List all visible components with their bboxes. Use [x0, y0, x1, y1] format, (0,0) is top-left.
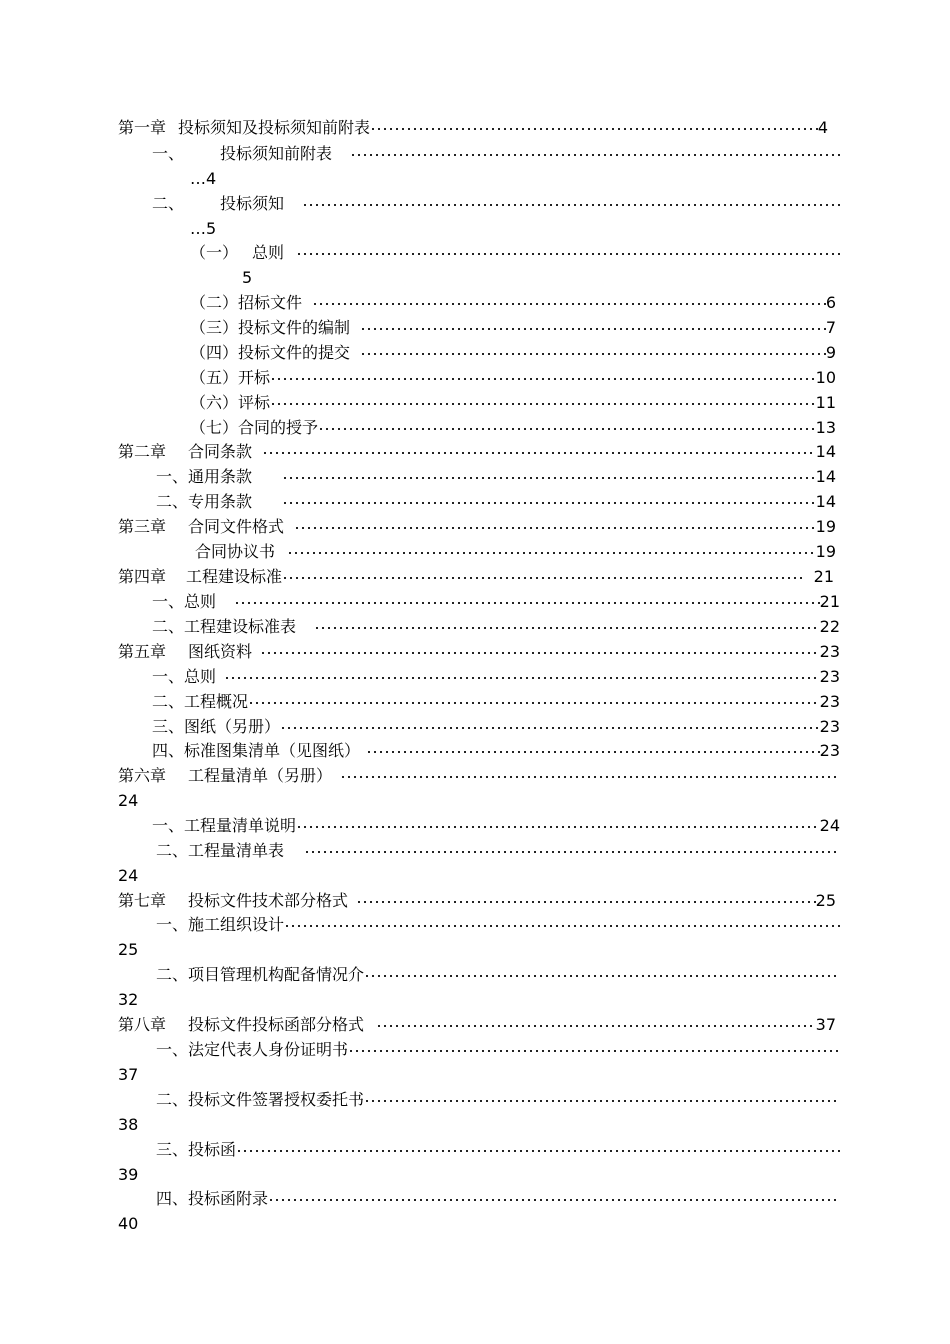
toc-page-number: 9 [825, 343, 836, 362]
toc-entry-number: 二、 [152, 194, 185, 213]
toc-page-number: 7 [825, 318, 836, 337]
toc-dot-leader [364, 1088, 840, 1112]
toc-page-number: 25 [815, 891, 836, 910]
toc-entry-title: （二）招标文件 [190, 293, 303, 312]
toc-chapter-number: 第一章 [118, 118, 167, 137]
toc-entry-title: 一、法定代表人身份证明书 [156, 1040, 349, 1059]
toc-page-number: 24 [819, 816, 840, 835]
toc-entry[interactable] [156, 913, 840, 937]
toc-page-number: 39 [118, 1165, 139, 1184]
toc-page-number: 23 [819, 642, 840, 661]
toc-entry-title: 合同协议书 [195, 542, 276, 561]
toc-page-number: 37 [815, 1015, 836, 1034]
toc-page-number: 25 [118, 940, 139, 959]
toc-entry-title: 三、投标函 [156, 1140, 237, 1159]
toc-entry[interactable] [156, 839, 840, 863]
toc-dot-leader [348, 1038, 840, 1062]
toc-page-number: 14 [815, 467, 836, 486]
toc-entry-number: （一） [190, 243, 239, 262]
toc-dot-leader [294, 515, 816, 539]
toc-entry-title: 投标须知及投标须知前附表 [178, 118, 371, 137]
toc-page-number: 24 [118, 791, 139, 810]
toc-dot-leader [270, 391, 816, 415]
toc-page-number: 11 [815, 393, 836, 412]
toc-entry[interactable] [156, 1038, 840, 1062]
toc-entry[interactable] [118, 515, 836, 539]
toc-entry[interactable] [156, 1138, 840, 1162]
toc-entry[interactable] [152, 615, 840, 639]
toc-entry-title: 一、施工组织设计 [156, 915, 285, 934]
toc-dot-leader [236, 1138, 840, 1162]
toc-entry-title: 投标须知 [220, 194, 285, 213]
toc-entry-title: （四）投标文件的提交 [190, 343, 351, 362]
toc-page-number: 23 [819, 741, 840, 760]
toc-dot-leader [248, 690, 820, 714]
toc-dot-leader [268, 1187, 840, 1211]
toc-page-number: 23 [819, 692, 840, 711]
toc-entry-title: 图纸资料 [188, 642, 253, 661]
toc-entry-number: 一、 [152, 144, 185, 163]
toc-dot-leader [366, 739, 820, 763]
toc-dot-leader [318, 416, 816, 440]
toc-page-number: 19 [815, 517, 836, 536]
toc-dot-leader [262, 440, 816, 464]
toc-page-number: 23 [819, 717, 840, 736]
toc-entry[interactable] [195, 540, 836, 564]
toc-entry[interactable] [156, 490, 836, 514]
toc-dot-leader [296, 814, 820, 838]
toc-entry[interactable] [152, 192, 840, 216]
toc-dot-leader [360, 341, 826, 365]
toc-dot-leader [340, 764, 840, 788]
toc-entry[interactable] [118, 116, 828, 140]
toc-entry-title: 二、专用条款 [156, 492, 253, 511]
toc-entry[interactable] [156, 963, 840, 987]
toc-page-number: 24 [118, 866, 139, 885]
toc-entry-title: （七）合同的授予 [190, 418, 319, 437]
toc-chapter-number: 第五章 [118, 642, 167, 661]
toc-entry-title: 二、工程建设标准表 [152, 617, 297, 636]
toc-entry-title: 二、投标文件签署授权委托书 [156, 1090, 365, 1109]
toc-entry[interactable] [152, 665, 840, 689]
toc-chapter-number: 第七章 [118, 891, 167, 910]
toc-page-number: 14 [815, 492, 836, 511]
toc-entry-title: 工程建设标准 [186, 567, 283, 586]
toc-entry-title: 二、工程量清单表 [156, 841, 285, 860]
toc-page-number: 19 [815, 542, 836, 561]
toc-chapter-number: 第六章 [118, 766, 167, 785]
toc-dot-leader [376, 1013, 816, 1037]
toc-entry[interactable] [190, 291, 836, 315]
toc-entry[interactable] [118, 640, 840, 664]
toc-entry[interactable] [190, 341, 836, 365]
toc-entry[interactable] [118, 889, 836, 913]
toc-entry-title: 一、总则 [152, 667, 217, 686]
toc-entry[interactable] [152, 814, 840, 838]
toc-dot-leader [287, 540, 816, 564]
toc-entry-title: 一、通用条款 [156, 467, 253, 486]
toc-dot-leader [370, 116, 818, 140]
toc-dot-leader [360, 316, 826, 340]
toc-entry-title: （六）评标 [190, 393, 271, 412]
toc-page-number: 5 [242, 268, 253, 287]
toc-chapter-number: 第八章 [118, 1015, 167, 1034]
toc-entry[interactable] [152, 715, 840, 739]
toc-entry-title: （三）投标文件的编制 [190, 318, 351, 337]
toc-dot-leader [280, 715, 820, 739]
toc-entry[interactable] [156, 465, 836, 489]
toc-dot-leader [282, 465, 816, 489]
toc-page-number: …5 [190, 219, 217, 238]
toc-page-number: 22 [819, 617, 840, 636]
toc-entry[interactable] [190, 366, 836, 390]
toc-entry-title: 一、工程量清单说明 [152, 816, 297, 835]
toc-entry-title: 投标文件投标函部分格式 [188, 1015, 365, 1034]
toc-page-number: 37 [118, 1065, 139, 1084]
toc-entry-title: 合同条款 [188, 442, 253, 461]
toc-page-number: …4 [190, 169, 217, 188]
toc-dot-leader [350, 142, 840, 166]
toc-entry[interactable] [190, 316, 836, 340]
toc-entry[interactable] [190, 416, 836, 440]
toc-dot-leader [282, 565, 806, 589]
toc-entry[interactable] [118, 1013, 836, 1037]
toc-dot-leader [356, 889, 816, 913]
toc-page-number: 14 [815, 442, 836, 461]
toc-dot-leader [304, 839, 840, 863]
toc-entry[interactable] [152, 739, 840, 763]
toc-entry-title: 二、项目管理机构配备情况介 [156, 965, 365, 984]
toc-page-number: 13 [815, 418, 836, 437]
toc-page-number: 23 [819, 667, 840, 686]
toc-entry[interactable] [118, 764, 840, 788]
toc-entry-title: 投标须知前附表 [220, 144, 333, 163]
toc-entry-title: （五）开标 [190, 368, 271, 387]
toc-chapter-number: 第二章 [118, 442, 167, 461]
toc-dot-leader [364, 963, 840, 987]
toc-entry[interactable] [118, 565, 834, 589]
toc-page-number: 6 [825, 293, 836, 312]
toc-entry-title: 投标文件技术部分格式 [188, 891, 349, 910]
toc-page-number: 38 [118, 1115, 139, 1134]
toc-chapter-number: 第四章 [118, 567, 167, 586]
toc-entry-title: 三、图纸（另册） [152, 717, 281, 736]
toc-entry-title: 一、总则 [152, 592, 217, 611]
toc-entry[interactable] [156, 1088, 840, 1112]
toc-dot-leader [312, 291, 826, 315]
toc-dot-leader [282, 490, 816, 514]
toc-entry[interactable] [152, 690, 840, 714]
toc-dot-leader [224, 665, 820, 689]
toc-entry-title: 四、投标函附录 [156, 1189, 269, 1208]
toc-entry[interactable] [156, 1187, 840, 1211]
toc-entry-title: 合同文件格式 [188, 517, 285, 536]
toc-dot-leader [302, 192, 840, 216]
toc-dot-leader [260, 640, 820, 664]
toc-page-number: 10 [815, 368, 836, 387]
toc-entry-title: 四、标准图集清单（见图纸） [152, 741, 361, 760]
toc-dot-leader [314, 615, 820, 639]
toc-entry[interactable] [118, 440, 836, 464]
toc-entry[interactable] [152, 590, 840, 614]
toc-page-number: 21 [819, 592, 840, 611]
toc-entry[interactable] [152, 142, 840, 166]
toc-page-number: 40 [118, 1214, 139, 1233]
toc-chapter-number: 第三章 [118, 517, 167, 536]
toc-page-number: 21 [813, 567, 834, 586]
toc-entry-title: 二、工程概况 [152, 692, 249, 711]
toc-entry-title: 工程量清单（另册） [188, 766, 333, 785]
toc-entry[interactable] [190, 241, 840, 265]
toc-page-number: 4 [817, 118, 828, 137]
toc-dot-leader [284, 913, 840, 937]
toc-entry-title: 总则 [252, 243, 285, 262]
toc-entry[interactable] [190, 391, 836, 415]
toc-page-number: 32 [118, 990, 139, 1009]
toc-dot-leader [296, 241, 840, 265]
toc-dot-leader [270, 366, 816, 390]
toc-dot-leader [234, 590, 820, 614]
